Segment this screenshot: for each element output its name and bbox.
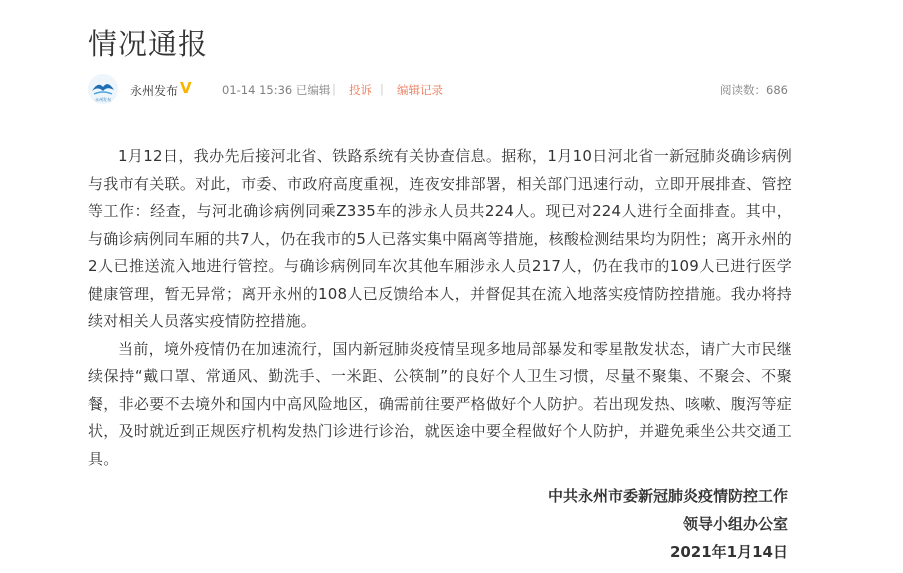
- publish-time: 01-14 15:36 已编辑: [222, 83, 331, 97]
- article-meta-bar: [88, 72, 788, 106]
- avatar[interactable]: [88, 74, 118, 104]
- divider: |: [332, 82, 336, 96]
- paragraph: 1月12日，我办先后接河北省、铁路系统有关协查信息。据称，1月10日河北省一新冠肺炎确诊病例与我市有关联。对此，市委、市政府高度重视，连夜安排部署，相关部门迅速行动，立即开展排查、管控等工作：经查，与河北确诊病例同乘Z335车的涉永人员共224人。现已对224人进行全面排查。其中，与确诊病例同车厢的共7人，仍在我市的5人已落实集中隔离等措施，核酸检测结果均为阴性；离开永州的2人已推送流入地进行管控。与确诊病例同车次其他车厢涉永人员217人，仍在我市的109人已进行医学健康管理，暂无异常；离开永州的108人已反馈给本人，并督促其在流入地落实疫情防控措施。我办将持续对相关人员落实疫情防控措施。: [88, 147, 792, 330]
- divider: |: [380, 82, 384, 96]
- avatar-logo-icon: [88, 74, 118, 104]
- signature-block: [548, 482, 788, 566]
- author-name[interactable]: 永州发布: [130, 84, 179, 98]
- read-count: 阅读数：686: [720, 83, 788, 97]
- avatar-caption: 永州发布: [95, 97, 111, 102]
- paragraph: 当前，境外疫情仍在加速流行，国内新冠肺炎疫情呈现多地局部暴发和零星散发状态，请广大市民继续保持“戴口罩、常通风、勤洗手、一米距、公筷制”的良好个人卫生习惯，尽量不聚集、不聚会、不聚餐，非必要不去境外和国内中高风险地区，确需前往要严格做好个人防护。若出现发热、咳嗽、腹泻等症状，及时就近到正规医疗机构发热门诊进行诊治，就医途中要全程做好个人防护，并避免乘坐公共交通工具。: [88, 339, 792, 468]
- signature-org-line: 中共永州市委新冠肺炎疫情防控工作: [547, 487, 788, 505]
- signature-date: 2021年1月14日: [669, 543, 788, 561]
- article-title: 情况通报: [88, 27, 209, 61]
- signature-org-line: 领导小组办公室: [682, 515, 788, 533]
- edit-history-link[interactable]: 编辑记录: [397, 83, 443, 97]
- verified-v-icon: V: [180, 79, 192, 97]
- article-body: [88, 143, 792, 473]
- report-link[interactable]: 投诉: [349, 83, 372, 97]
